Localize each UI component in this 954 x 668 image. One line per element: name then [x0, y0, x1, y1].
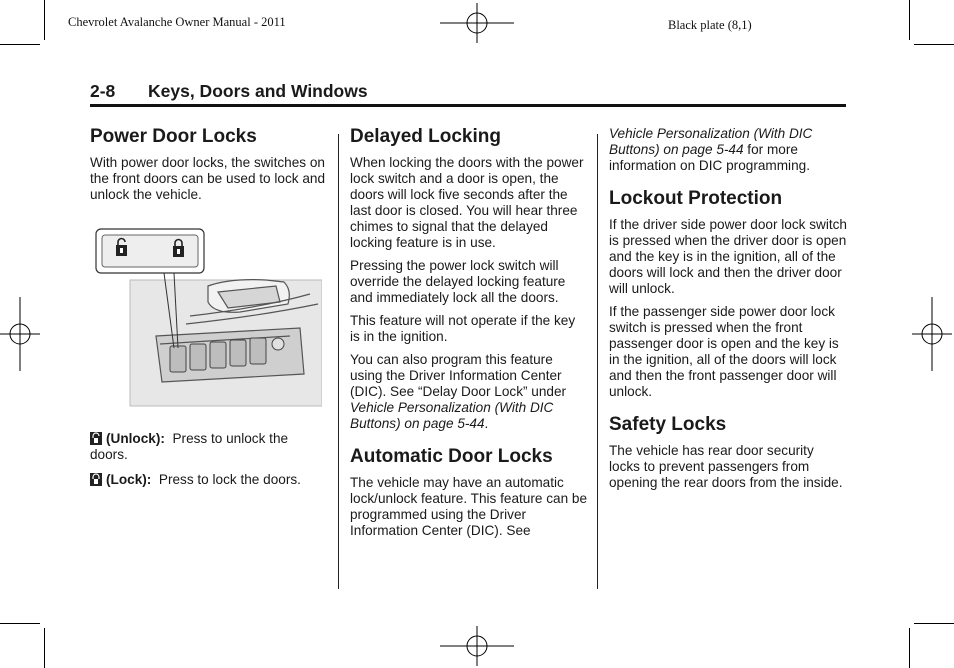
- column-divider: [597, 134, 598, 589]
- crop-mark: [0, 623, 40, 624]
- paragraph: If the driver side power door lock switch is pressed when the driver door is open and the key is in the ignition, all of the doors will lock and then the driver door will unlock.: [609, 217, 847, 296]
- paragraph: Pressing the power lock switch will override the delayed locking feature and immediately lock all the doors.: [350, 258, 566, 305]
- text: You can also program this feature using the Driver Information Center (DIC). See “Delay Door Lock” under: [350, 352, 567, 399]
- crop-mark: [909, 628, 910, 668]
- running-header-left: Chevrolet Avalanche Owner Manual - 2011: [68, 15, 286, 29]
- column-1: [90, 126, 328, 210]
- cross-reference: Vehicle Personalization (With DIC Buttons) on page 5-44: [350, 400, 554, 431]
- column-divider: [338, 134, 339, 589]
- column-1-captions: [90, 431, 328, 495]
- heading-safety-locks: Safety Locks: [609, 414, 727, 435]
- registration-mark-icon: [0, 297, 40, 371]
- crop-mark: [909, 0, 910, 40]
- unlock-text: Press to unlock the doors.: [90, 431, 289, 462]
- unlock-icon: [90, 432, 102, 445]
- paragraph: [350, 352, 588, 432]
- crop-mark: [0, 44, 40, 45]
- registration-mark-icon: [440, 626, 514, 666]
- page-number: 2-8: [90, 81, 116, 101]
- section-header: [90, 80, 846, 107]
- registration-mark-icon: [912, 297, 952, 371]
- registration-mark-icon: [440, 3, 514, 43]
- paragraph: When locking the doors with the power lock switch and a door is open, the doors will lock five seconds after the last door is closed. You will hear three chimes to signal that the delayed locking feature is in use.: [350, 155, 584, 250]
- running-header-right: Black plate (8,1): [668, 18, 752, 32]
- crop-mark: [914, 623, 954, 624]
- unlock-caption: [90, 431, 328, 463]
- column-2: [350, 126, 588, 546]
- section-title: Keys, Doors and Windows: [148, 81, 368, 101]
- crop-mark: [44, 0, 45, 40]
- heading-power-door-locks: Power Door Locks: [90, 126, 257, 147]
- paragraph: The vehicle has rear door security locks to prevent passengers from opening the rear doors from the inside.: [609, 443, 843, 490]
- unlock-label: (Unlock):: [106, 431, 165, 446]
- door-switch-illustration: [90, 224, 322, 410]
- heading-automatic-door-locks: Automatic Door Locks: [350, 446, 553, 467]
- cross-reference: Vehicle Personalization (With DIC Buttons) on page 5-44: [609, 126, 813, 157]
- crop-mark: [914, 44, 954, 45]
- lock-icon: [90, 473, 102, 486]
- column-3: [609, 126, 847, 498]
- text: for more information on DIC programming.: [609, 142, 810, 173]
- lock-label: (Lock):: [106, 472, 152, 487]
- heading-delayed-locking: Delayed Locking: [350, 126, 501, 147]
- lock-text: Press to lock the doors.: [158, 472, 301, 487]
- paragraph: If the passenger side power door lock switch is pressed when the front passenger door is open and the key is in the ignition, all of the doors will lock and then the front passenger door will unlock.: [609, 304, 839, 399]
- paragraph: With power door locks, the switches on the front doors can be used to lock and unlock the vehicle.: [90, 155, 326, 202]
- heading-lockout-protection: Lockout Protection: [609, 188, 783, 209]
- paragraph: [609, 126, 847, 174]
- text: .: [484, 416, 489, 431]
- crop-mark: [44, 628, 45, 668]
- paragraph: The vehicle may have an automatic lock/unlock feature. This feature can be programmed using the Driver Information Center (DIC). See: [350, 475, 588, 538]
- paragraph: This feature will not operate if the key is in the ignition.: [350, 313, 576, 344]
- lock-caption: [90, 472, 328, 488]
